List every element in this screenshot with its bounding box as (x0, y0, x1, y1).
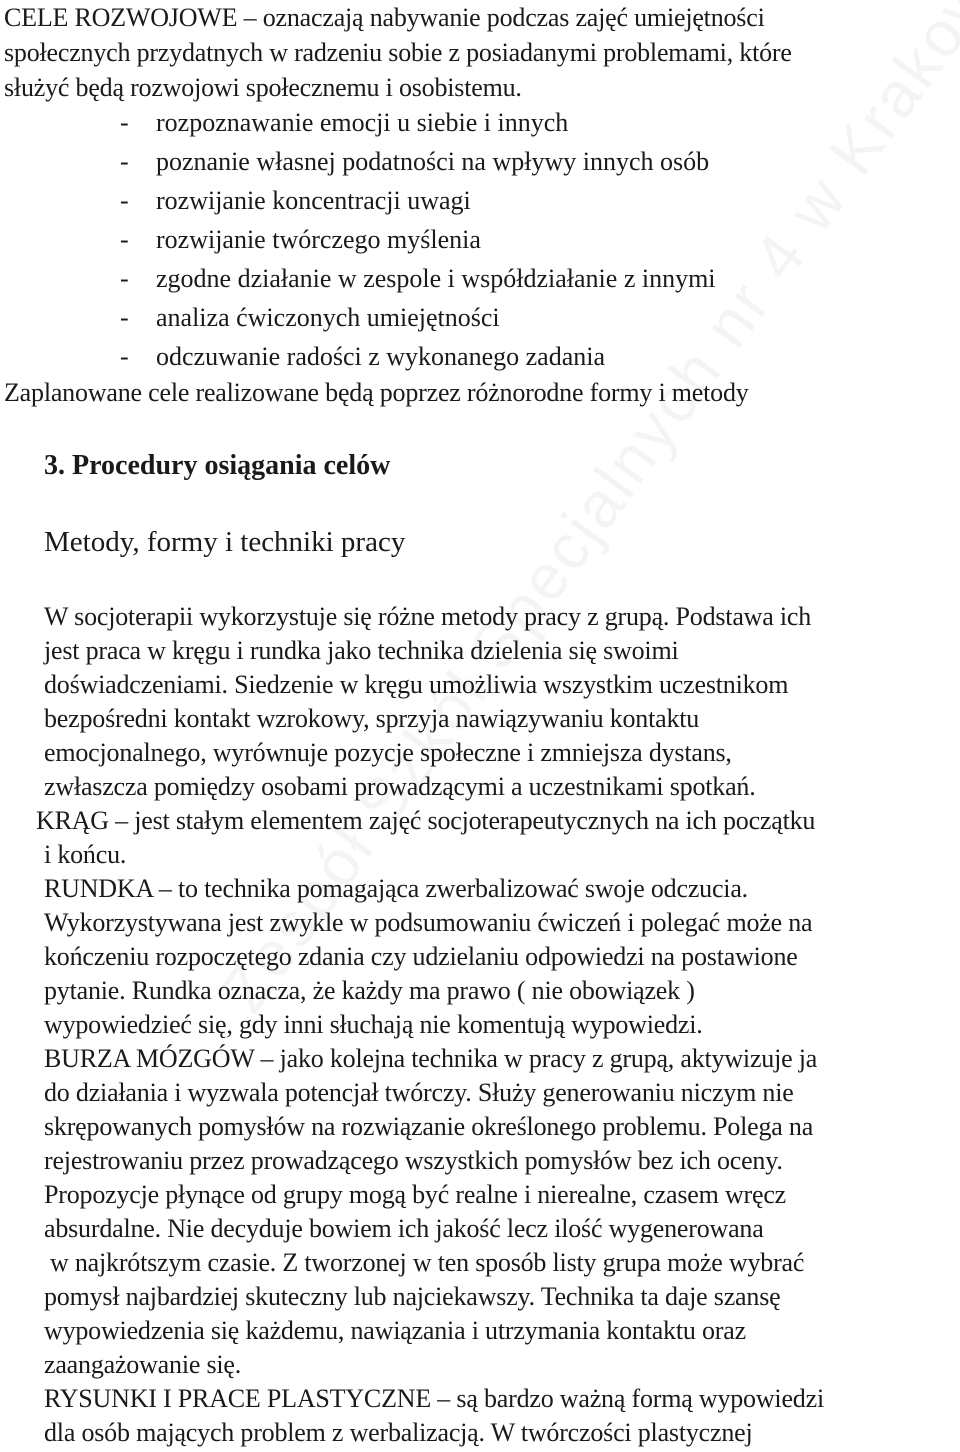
body-line: pytanie. Rundka oznacza, że każdy ma prawo ( nie obowiązek ) (44, 976, 695, 1005)
list-item-text: rozpoznawanie emocji u siebie i innych (156, 108, 569, 137)
list-dash: - (120, 186, 129, 215)
body-line: doświadczeniami. Siedzenie w kręgu umożliwia wszystkim uczestnikom (44, 670, 789, 699)
body-line: BURZA MÓZGÓW – jako kolejna technika w pracy z grupą, aktywizuje ja (44, 1044, 818, 1073)
body-line: jest praca w kręgu i rundka jako technika dzielenia się swoimi (44, 636, 679, 665)
body-line: do działania i wyzwala potencjał twórczy. Służy generowaniu niczym nie (44, 1078, 794, 1107)
intro-lead: CELE ROZWOJOWE (4, 3, 238, 32)
section-subheading: Metody, formy i techniki pracy (44, 526, 406, 558)
body-line: emocjonalnego, wyrównuje pozycje społeczne i zmniejsza dystans, (44, 738, 732, 767)
list-dash: - (120, 342, 129, 371)
body-line: kończeniu rozpoczętego zdania czy udzielaniu odpowiedzi na postawione (44, 942, 798, 971)
list-item-text: poznanie własnej podatności na wpływy innych osób (156, 147, 710, 176)
body-line: dla osób mających problem z werbalizacją. W twórczości plastycznej (44, 1418, 753, 1447)
intro-line-1-rest: – oznaczają nabywanie podczas zajęć umiejętności (237, 3, 765, 32)
body-line: wypowiedzenia się każdemu, nawiązania i utrzymania kontaktu oraz (44, 1316, 746, 1345)
body-line: W socjoterapii wykorzystuje się różne metody pracy z grupą. Podstawa ich (44, 602, 812, 631)
body-line: Wykorzystywana jest zwykle w podsumowaniu ćwiczeń i polegać może na (44, 908, 813, 937)
list-dash: - (120, 225, 129, 254)
list-item-text: rozwijanie koncentracji uwagi (156, 186, 471, 215)
intro-line-3: służyć będą rozwojowi społecznemu i osobistemu. (4, 73, 522, 102)
body-line: wypowiedzieć się, gdy inni słuchają nie komentują wypowiedzi. (44, 1010, 703, 1039)
body-line: RYSUNKI I PRACE PLASTYCZNE – są bardzo ważną formą wypowiedzi (44, 1384, 824, 1413)
intro-line-1 (4, 3, 765, 33)
list-dash: - (120, 147, 129, 176)
list-item-text: odczuwanie radości z wykonanego zadania (156, 342, 606, 371)
body-line: rejestrowaniu przez prowadzącego wszystkich pomysłów bez ich oceny. (44, 1146, 783, 1175)
body-line: Propozycje płynące od grupy mogą być realne i nierealne, czasem wręcz (44, 1180, 787, 1209)
list-dash: - (120, 264, 129, 293)
list-dash: - (120, 303, 129, 332)
body-line: bezpośredni kontakt wzrokowy, sprzyja nawiązywaniu kontaktu (44, 704, 700, 733)
list-item-text: analiza ćwiczonych umiejętności (156, 303, 500, 332)
list-dash: - (120, 108, 129, 137)
body-line: pomysł najbardziej skuteczny lub najciekawszy. Technika ta daje szansę (44, 1282, 781, 1311)
list-item-text: zgodne działanie w zespole i współdziałanie z innymi (156, 264, 716, 293)
body-line: skrępowanych pomysłów na rozwiązanie określonego problemu. Polega na (44, 1112, 814, 1141)
body-line: RUNDKA – to technika pomagająca zwerbalizować swoje odczucia. (44, 874, 748, 903)
intro-line-2: społecznych przydatnych w radzeniu sobie z posiadanymi problemami, które (4, 38, 792, 67)
list-item-text: rozwijanie twórczego myślenia (156, 225, 481, 254)
body-line: zaangażowanie się. (44, 1350, 242, 1379)
body-line: zwłaszcza pomiędzy osobami prowadzącymi a uczestnikami spotkań. (44, 772, 756, 801)
summary-line: Zaplanowane cele realizowane będą poprzez różnorodne formy i metody (4, 378, 749, 407)
body-line: KRĄG – jest stałym elementem zajęć socjoterapeutycznych na ich początku (36, 806, 816, 835)
body-line: absurdalne. Nie decyduje bowiem ich jakość lecz ilość wygenerowana (44, 1214, 764, 1243)
body-line: i końcu. (44, 840, 127, 869)
body-line: w najkrótszym czasie. Z tworzonej w ten sposób listy grupa może wybrać (50, 1248, 805, 1277)
section-heading: 3. Procedury osiągania celów (44, 450, 391, 481)
